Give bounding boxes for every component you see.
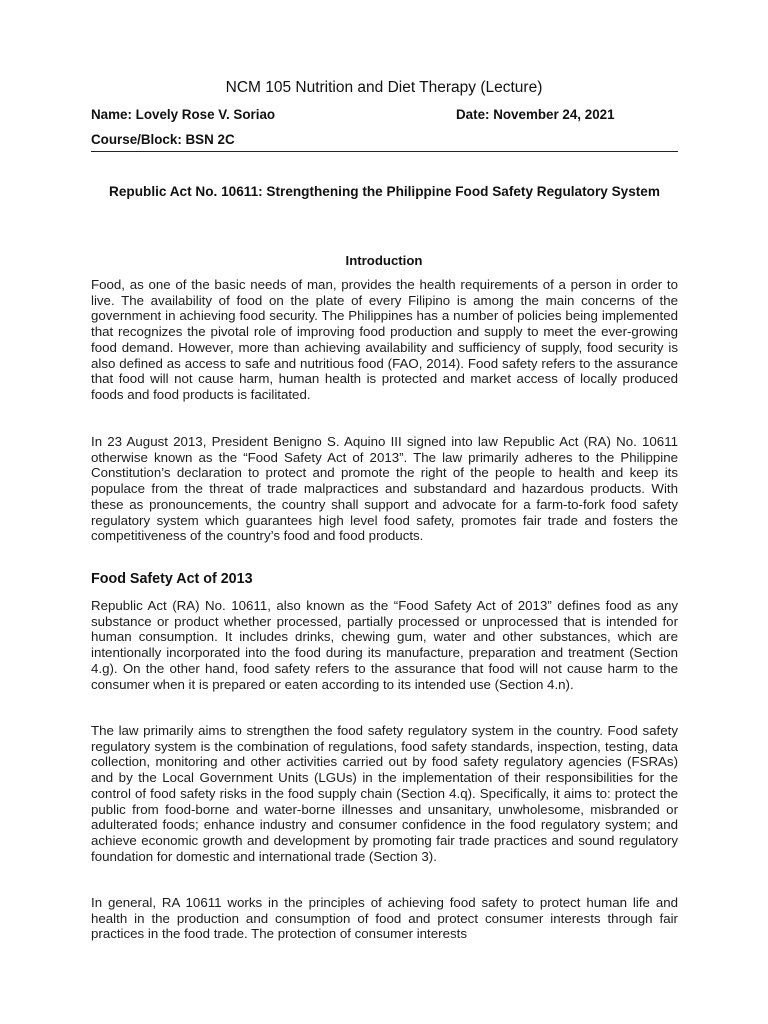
course-block: Course/Block: BSN 2C (91, 132, 235, 147)
food-safety-act-heading: Food Safety Act of 2013 (91, 571, 253, 587)
name-date-row (91, 107, 677, 122)
submission-date: Date: November 24, 2021 (456, 107, 615, 122)
intro-paragraph-2: In 23 August 2013, President Benigno S. Aquino III signed into law Republic Act (RA) No. 10611 otherwise known as the “Food Safety Act of 2013”. The law primarily adheres to the Philippine Constitution’s declaration to protect and promote the right of the people to health and keep its populace from the threat of trade malpractices and substandard and hazardous products. With these as pronouncements, the country shall support and advocate for a farm-to-fork food safety regulatory system which guarantees high level food safety, promotes fair trade and fosters the competitiveness of the country’s food and food products. (91, 434, 678, 544)
act-title: Republic Act No. 10611: Strengthening the Philippine Food Safety Regulatory System (109, 184, 660, 199)
header-divider (91, 151, 678, 152)
section-paragraph-3: In general, RA 10611 works in the principles of achieving food safety to protect human life and health in the production and consumption of food and protect consumer interests through fair practices in the food trade. The protection of consumer interests (91, 895, 678, 942)
course-row (91, 132, 677, 147)
document-title: NCM 105 Nutrition and Diet Therapy (Lecture) (225, 79, 543, 96)
section-paragraph-2: The law primarily aims to strengthen the food safety regulatory system in the country. Food safety regulatory system is the combination of regulations, food safety standards, inspection, testing, data collection, monitoring and other activities carried out by food safety regulatory agencies (FSRAs) and by the Local Government Units (LGUs) in the implementation of their responsibilities for the control of food safety risks in the food supply chain (Section 4.q). Specifically, it aims to: protect the public from food-borne and water-borne illnesses and unsanitary, unwholesome, misbranded or adulterated foods; enhance industry and consumer confidence in the food regulatory system; and achieve economic growth and development by promoting fair trade practices and sound regulatory foundation for domestic and international trade (Section 3). (91, 723, 678, 864)
student-name: Name: Lovely Rose V. Soriao (91, 107, 276, 122)
intro-paragraph-1: Food, as one of the basic needs of man, provides the health requirements of a person in order to live. The availability of food on the plate of every Filipino is among the main concerns of the government in achieving food security. The Philippines has a number of policies being implemented that recognizes the pivotal role of improving food production and supply to meet the ever-growing food demand. However, more than achieving availability and sufficiency of supply, food security is also defined as access to safe and nutritious food (FAO, 2014). Food safety refers to the assurance that food will not cause harm, human health is protected and market access of locally produced foods and food products is facilitated. (91, 277, 678, 402)
introduction-heading: Introduction (345, 253, 423, 268)
section-paragraph-1: Republic Act (RA) No. 10611, also known as the “Food Safety Act of 2013” defines food as any substance or product whether processed, partially processed or unprocessed that is intended for human consumption. It includes drinks, chewing gum, water and other substances, which are intentionally incorporated into the food during its manufacture, preparation and treatment (Section 4.g). On the other hand, food safety refers to the assurance that food will not cause harm to the consumer when it is prepared or eaten according to its intended use (Section 4.n). (91, 598, 678, 692)
